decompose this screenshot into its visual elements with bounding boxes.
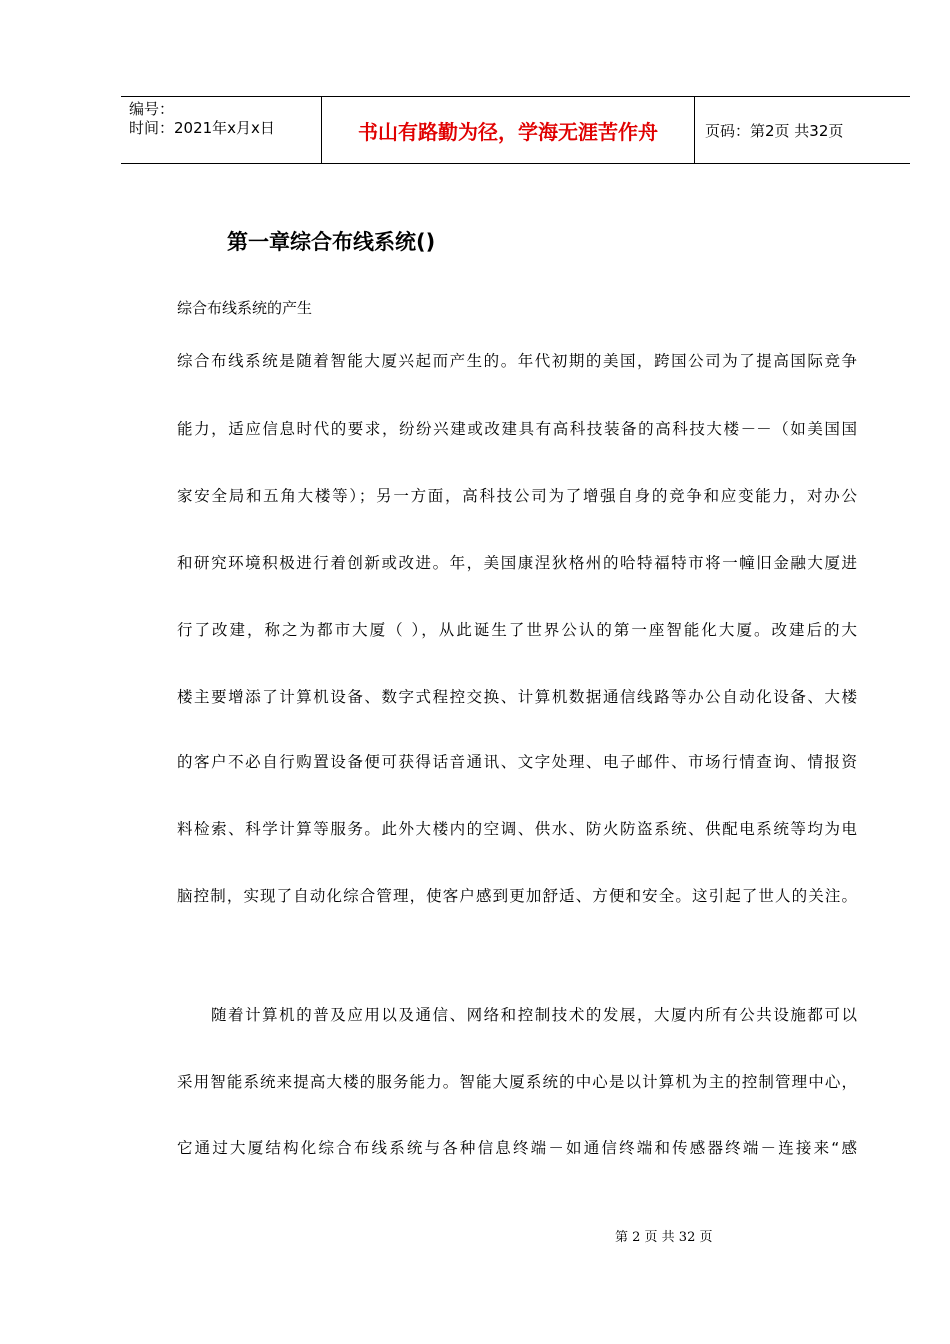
- document-time-label: 时间：2021年x月x日: [129, 119, 275, 137]
- paragraph-line: 脑控制，实现了自动化综合管理，使客户感到更加舒适、方便和安全。这引起了世人的关注。: [177, 887, 857, 905]
- paragraph-line: 能力，适应信息时代的要求，纷纷兴建或改建具有高科技装备的高科技大楼－－（如美国国: [177, 420, 857, 438]
- header-meta-cell: [121, 97, 321, 163]
- paragraph-line: 采用智能系统来提高大楼的服务能力。智能大厦系统的中心是以计算机为主的控制管理中心，: [177, 1073, 857, 1091]
- paragraph-line: 综合布线系统是随着智能大厦兴起而产生的。年代初期的美国，跨国公司为了提高国际竞争: [177, 352, 857, 370]
- document-number-label: 编号：: [129, 100, 175, 118]
- paragraph-line: 的客户不必自行购置设备便可获得话音通讯、文字处理、电子邮件、市场行情查询、情报资: [177, 753, 857, 771]
- paragraph-line: 和研究环境积极进行着创新或改进。年，美国康涅狄格州的哈特福特市将一幢旧金融大厦进: [177, 554, 857, 572]
- paragraph-line: 行了改建，称之为都市大厦（ ），从此诞生了世界公认的第一座智能化大厦。改建后的大: [177, 621, 857, 639]
- paragraph-line: 楼主要增添了计算机设备、数字式程控交换、计算机数据通信线路等办公自动化设备、大楼: [177, 688, 857, 706]
- paragraph-line: 料检索、科学计算等服务。此外大楼内的空调、供水、防火防盗系统、供配电系统等均为电: [177, 820, 857, 838]
- header-motto: 书山有路勤为径，学海无涯苦作舟: [358, 120, 658, 144]
- page-footer: 第 2 页 共 32 页: [615, 1230, 713, 1245]
- paragraph-line: 随着计算机的普及应用以及通信、网络和控制技术的发展，大厦内所有公共设施都可以: [211, 1006, 857, 1024]
- header-page-info: 页码：第2页 共32页: [705, 122, 844, 140]
- document-header: [121, 96, 910, 164]
- paragraph-line: 家安全局和五角大楼等）；另一方面，高科技公司为了增强自身的竞争和应变能力，对办公: [177, 487, 857, 505]
- section-title: 综合布线系统的产生: [177, 299, 313, 317]
- header-page-cell: [695, 97, 910, 163]
- chapter-title: 第一章综合布线系统(): [227, 230, 436, 254]
- paragraph-line: 它通过大厦结构化综合布线系统与各种信息终端－如通信终端和传感器终端－连接来“感: [177, 1139, 857, 1157]
- header-motto-cell: [321, 97, 695, 163]
